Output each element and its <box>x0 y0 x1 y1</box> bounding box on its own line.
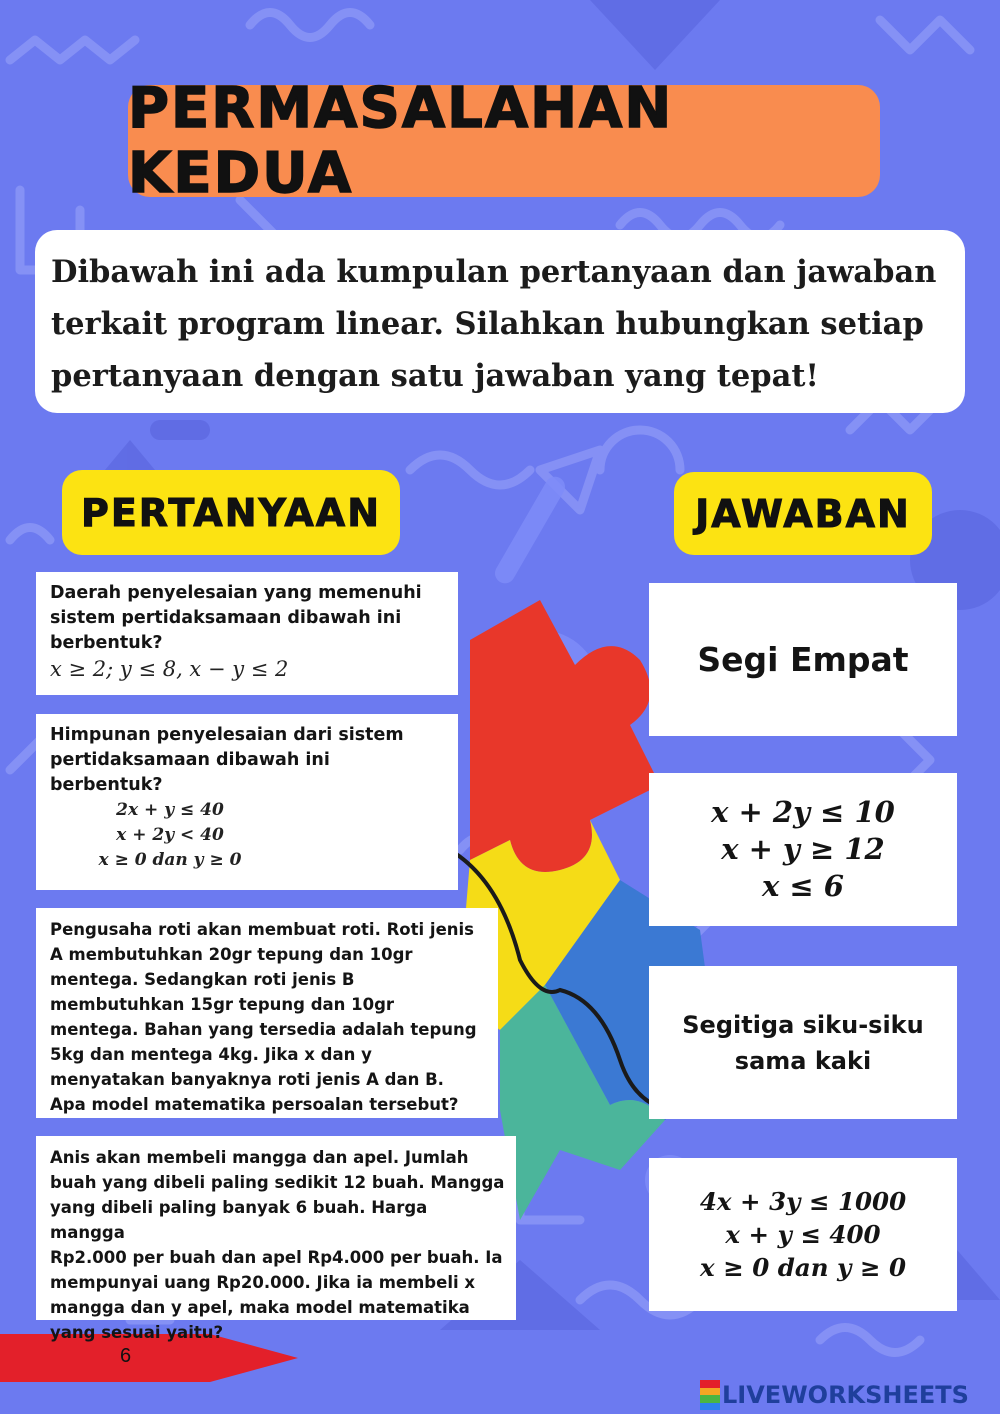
question-card-1[interactable] <box>36 572 458 695</box>
question-text-line: Himpunan penyelesaian dari sistem <box>50 725 404 745</box>
question-text-line: A membutuhkan 20gr tepung dan 10gr <box>50 945 413 964</box>
page-number-marker <box>0 1332 300 1382</box>
answers-header: JAWABAN <box>674 472 932 555</box>
question-text-line: Pengusaha roti akan membuat roti. Roti jenis <box>50 920 474 939</box>
question-text-line: sistem pertidaksamaan dibawah ini <box>50 608 402 628</box>
question-text-line: 5kg dan mentega 4kg. Jika x dan y <box>50 1045 372 1064</box>
question-text-line: yang sesuai yaitu? <box>50 1323 224 1342</box>
answer-math: x + y ≥ 12 <box>721 832 885 866</box>
question-text-line: berbentuk? <box>50 775 163 795</box>
instruction-line: terkait program linear. Silahkan hubungkan setiap <box>51 306 924 342</box>
answer-text: Segi Empat <box>697 640 909 679</box>
page-number: 6 <box>120 1345 132 1367</box>
instruction-line: Dibawah ini ada kumpulan pertanyaan dan jawaban <box>51 254 937 290</box>
question-text-line: pertidaksamaan dibawah ini <box>50 750 330 770</box>
brand-name: LIVEWORKSHEETS <box>722 1381 969 1409</box>
answer-text: Segitiga siku-siku <box>682 1010 924 1039</box>
question-math: x ≥ 2; y ≤ 8, x − y ≤ 2 <box>50 657 289 681</box>
live-badge-icon <box>700 1380 720 1410</box>
instruction-box <box>35 230 965 413</box>
questions-header: PERTANYAAN <box>62 470 400 555</box>
answer-math: x ≥ 0 dan y ≥ 0 <box>700 1253 906 1282</box>
answer-math: x + y ≤ 400 <box>725 1220 881 1249</box>
question-text-line: Anis akan membeli mangga dan apel. Jumlah <box>50 1148 469 1167</box>
answer-card-1[interactable] <box>649 583 957 736</box>
answer-math: x + 2y ≤ 10 <box>711 795 895 829</box>
answer-math: 4x + 3y ≤ 1000 <box>699 1187 907 1216</box>
question-card-2[interactable] <box>36 714 458 890</box>
question-math: x ≥ 0 dan y ≥ 0 <box>98 850 242 870</box>
liveworksheets-logo <box>700 1378 996 1412</box>
question-card-4[interactable] <box>36 1136 516 1342</box>
question-text-line: membutuhkan 15gr tepung dan 10gr <box>50 995 395 1014</box>
question-text-line: Daerah penyelesaian yang memenuhi <box>50 583 422 603</box>
answer-card-3[interactable] <box>649 966 957 1119</box>
question-text-line: Apa model matematika persoalan tersebut? <box>50 1095 459 1114</box>
question-text-line: buah yang dibeli paling sedikit 12 buah. Mangga <box>50 1173 505 1192</box>
question-text-line: menyatakan banyaknya roti jenis A dan B. <box>50 1070 444 1089</box>
question-text-line: mangga dan y apel, maka model matematika <box>50 1298 470 1317</box>
question-text-line: mentega. Bahan yang tersedia adalah tepung <box>50 1020 477 1039</box>
title-banner <box>128 76 880 206</box>
question-math: x + 2y < 40 <box>116 825 224 845</box>
answer-math: x ≤ 6 <box>762 869 844 903</box>
answer-text: sama kaki <box>734 1046 872 1075</box>
question-math: 2x + y ≤ 40 <box>116 800 224 820</box>
page-title: PERMASALAHAN KEDUA <box>128 76 674 206</box>
answer-card-4[interactable] <box>649 1158 957 1311</box>
answer-card-2[interactable] <box>649 773 957 926</box>
instruction-line: pertanyaan dengan satu jawaban yang tepat! <box>51 358 819 394</box>
question-text-line: Rp2.000 per buah dan apel Rp4.000 per buah. Ia <box>50 1248 503 1267</box>
question-card-3[interactable] <box>36 908 498 1118</box>
question-text-line: yang dibeli paling banyak 6 buah. Harga mangga <box>50 1198 428 1242</box>
question-text-line: mempunyai uang Rp20.000. Jika ia membeli x <box>50 1273 476 1292</box>
question-text-line: berbentuk? <box>50 633 163 653</box>
question-text-line: mentega. Sedangkan roti jenis B <box>50 970 355 989</box>
